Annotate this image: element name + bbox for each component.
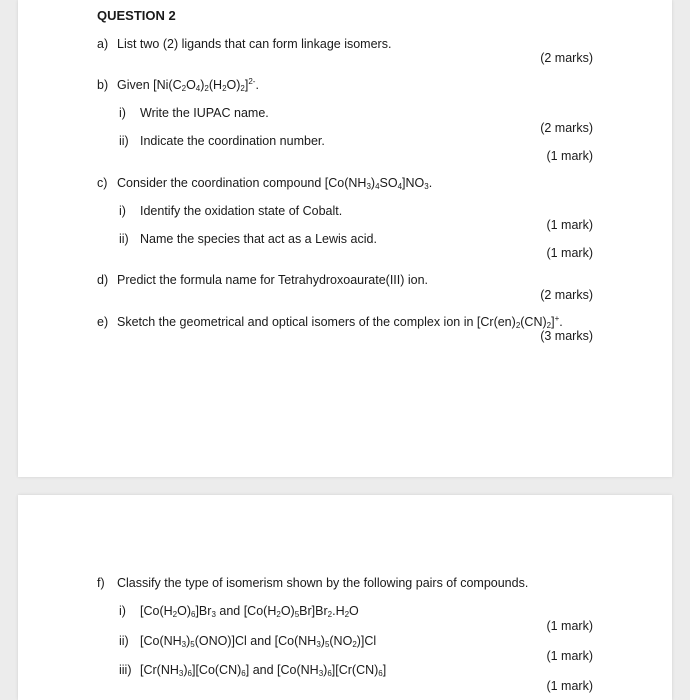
part-c-ii-text: Name the species that act as a Lewis acid. [140,232,377,246]
formula-co-compound: $[Co(NH_3)_4SO_4]NO_3$. [324,176,433,191]
part-f-ii-text: $[Co(NH_3)_5(ONO)]Cl$ and $[Co(NH_3)_5(NO_2)]Cl$ [140,634,377,649]
part-b-ii-text: Indicate the coordination number. [140,134,325,148]
part-b-ii-label: ii) [119,134,129,148]
formula-ni-complex: $[Ni(C_2O_4)_2(H_2O)_2]^{2-}$. [153,77,259,93]
part-a-text: List two (2) ligands that can form linkage isomers. [117,37,392,51]
part-f-i-label: i) [119,604,126,618]
part-e-text: Sketch the geometrical and optical isomers of the complex ion in $[Cr(en)_2(CN)_2]^+$. [117,314,563,330]
part-f-i-text: $[Co(H_2O)_6]Br_3$ and $[Co(H_2O)_5Br]Br_2.H_2O$ [140,604,359,619]
part-c-i-text: Identify the oxidation state of Cobalt. [140,204,343,218]
part-f-iii-marks: (1 mark) [546,679,593,693]
part-c-i-marks: (1 mark) [546,218,593,232]
part-f-iii-label: iii) [119,663,132,677]
part-c-label: c) [97,176,108,190]
part-b-i-marks: (2 marks) [540,121,593,135]
part-f-text: Classify the type of isomerism shown by the following pairs of compounds. [117,576,529,590]
question-page-1 [18,0,672,477]
question-title: QUESTION 2 [97,8,176,23]
part-a-marks: (2 marks) [540,51,593,65]
part-b-i-label: i) [119,106,126,120]
part-f-ii-label: ii) [119,634,129,648]
part-b-i-text: Write the IUPAC name. [140,106,269,120]
part-d-text: Predict the formula name for Tetrahydroxoaurate(III) ion. [117,273,429,287]
part-c-ii-marks: (1 mark) [546,246,593,260]
part-b-ii-marks: (1 mark) [546,149,593,163]
part-e-marks: (3 marks) [540,329,593,343]
part-f-iii-text: $[Cr(NH_3)_6][Co(CN)_6]$ and $[Co(NH_3)_6][Cr(CN)_6]$ [140,663,387,678]
part-e-label: e) [97,315,109,329]
formula-cr-complex: $[Cr(en)_2(CN)_2]^+$. [476,314,563,330]
part-f-ii-marks: (1 mark) [546,649,593,663]
part-c-i-label: i) [119,204,126,218]
part-f-label: f) [97,576,105,590]
part-b-label: b) [97,78,109,92]
part-f-i-marks: (1 mark) [546,619,593,633]
part-a-label: a) [97,37,109,51]
part-c-text: Consider the coordination compound $[Co(NH_3)_4SO_4]NO_3$. [117,176,433,191]
part-c-ii-label: ii) [119,232,129,246]
part-d-marks: (2 marks) [540,288,593,302]
part-b-text: Given $[Ni(C_2O_4)_2(H_2O)_2]^{2-}$. [117,77,259,93]
question-page-2 [18,495,672,700]
part-d-label: d) [97,273,109,287]
